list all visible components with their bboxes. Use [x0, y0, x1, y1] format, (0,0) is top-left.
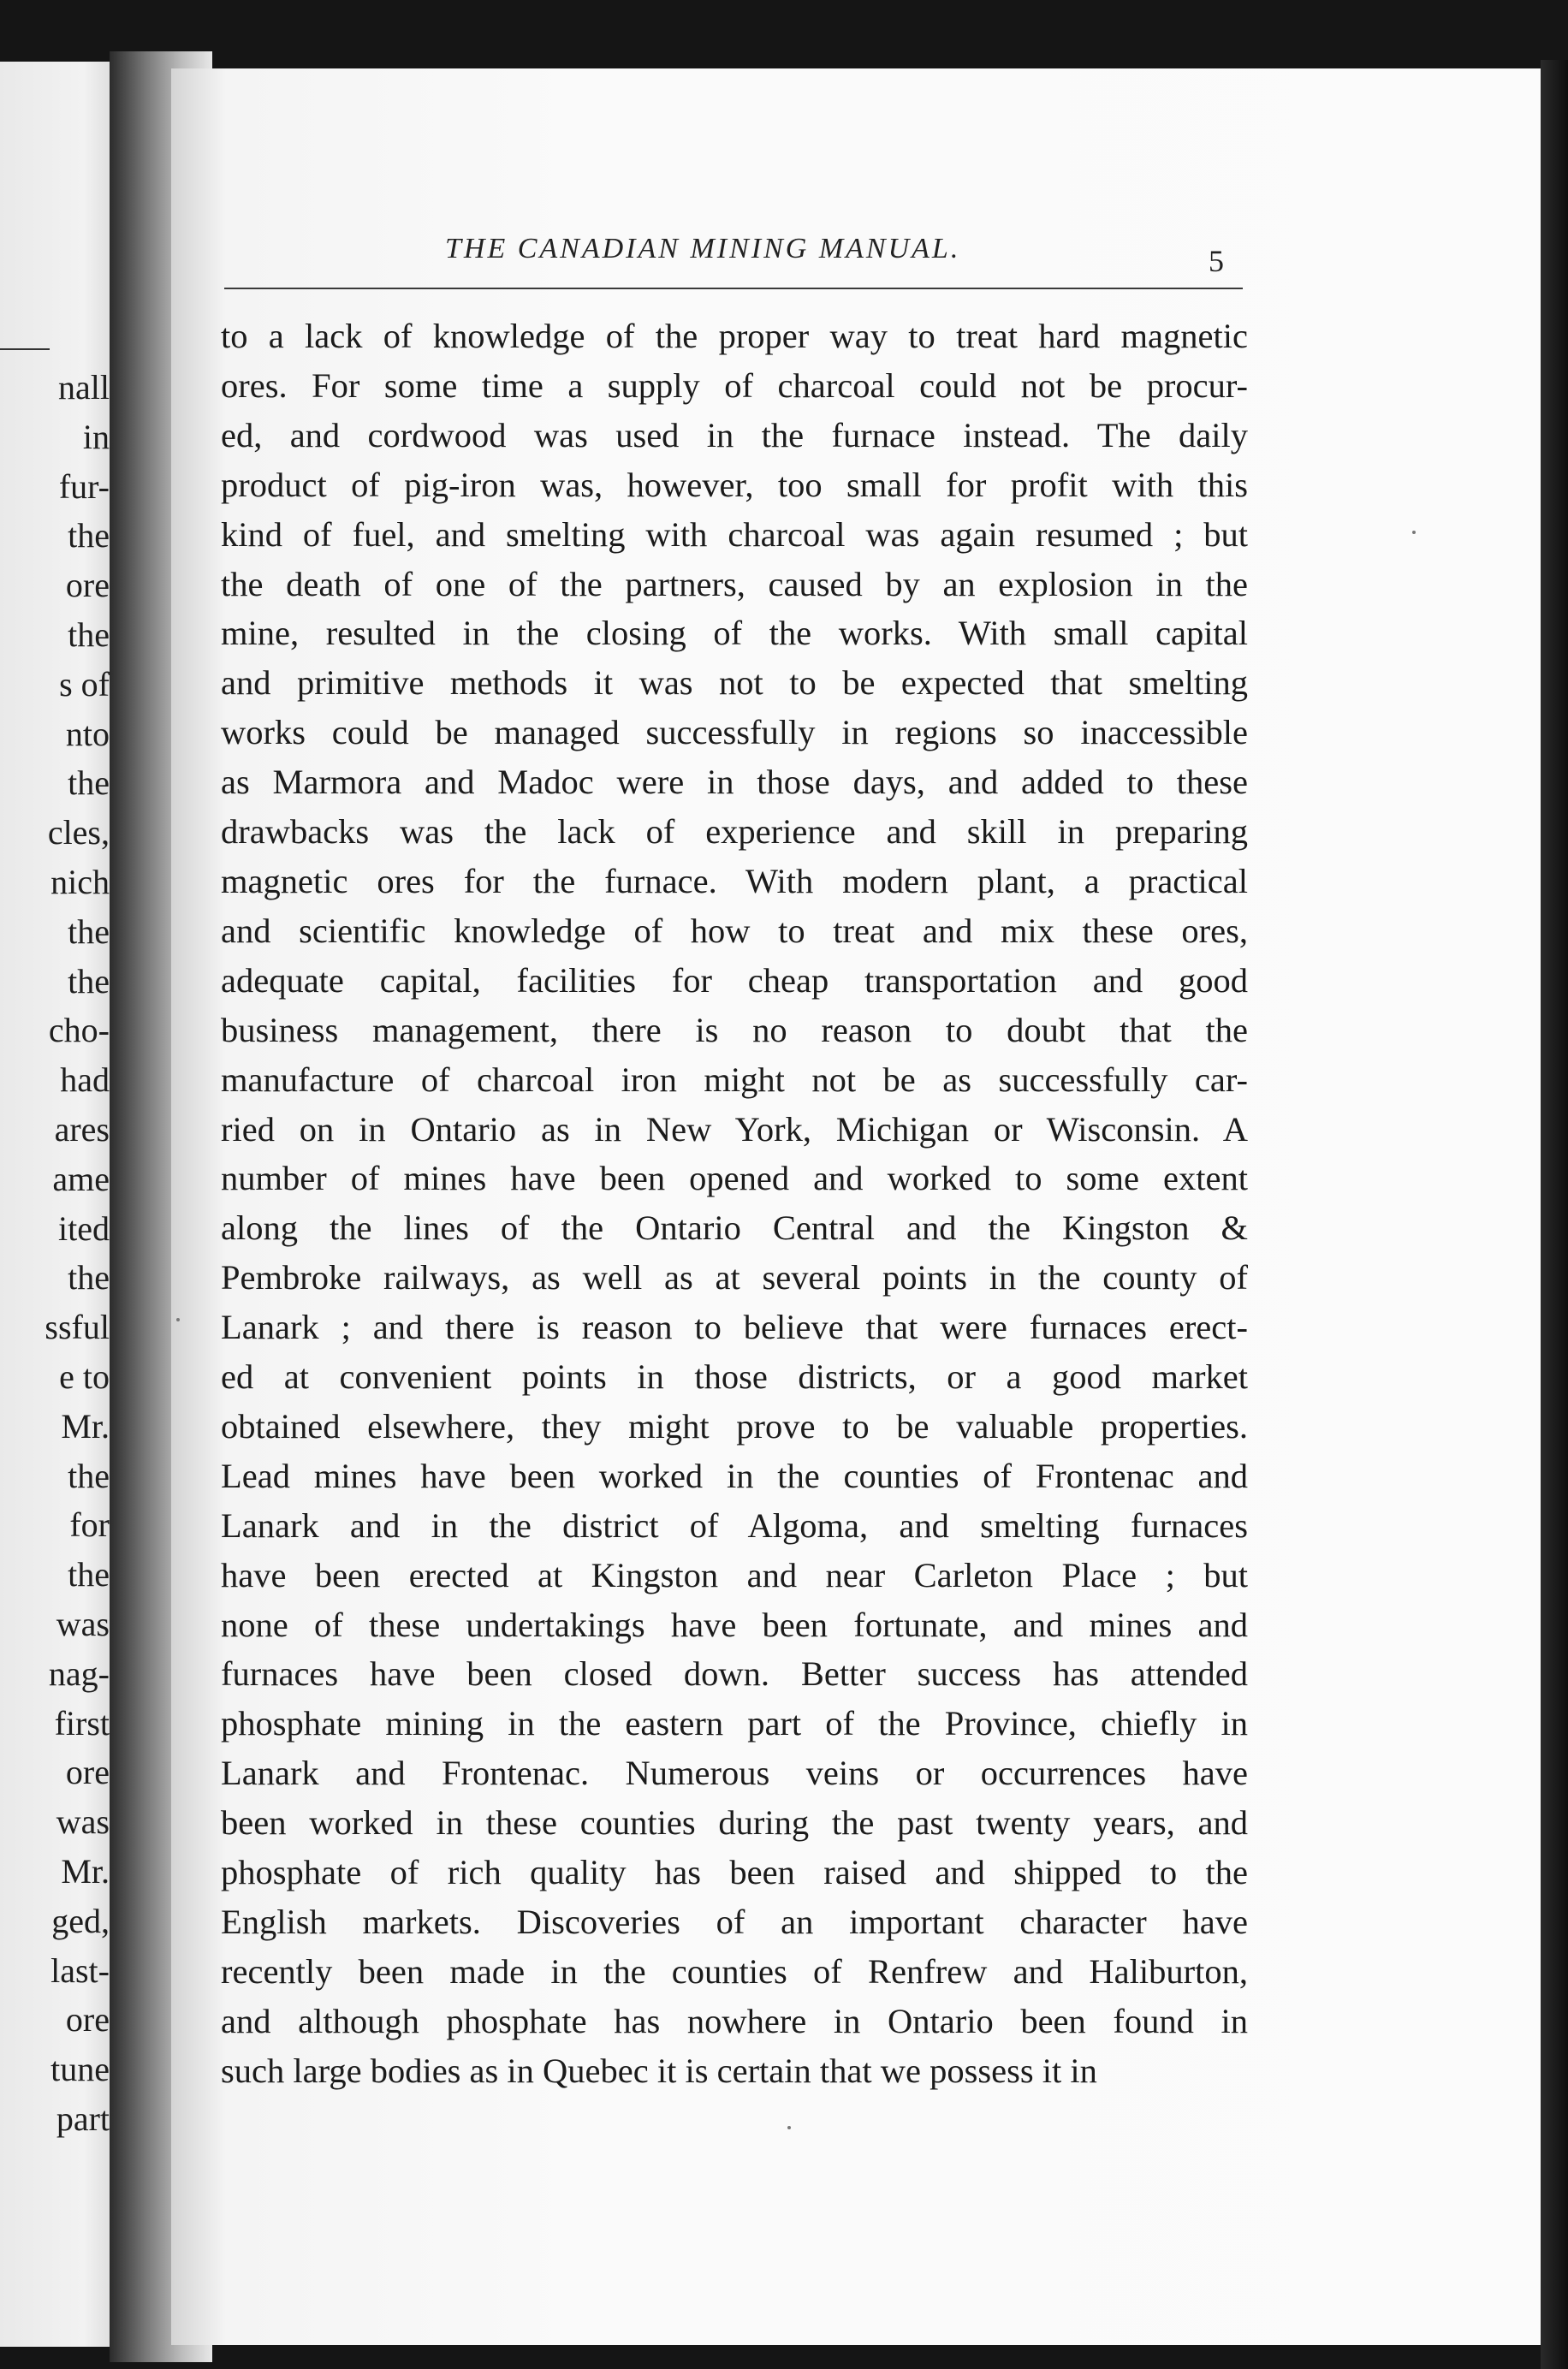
- left-page-line: in: [82, 417, 110, 456]
- text-line: the death of one of the partners, caused by an explosion in the: [221, 564, 1248, 603]
- text-line: kind of fuel, and smelting with charcoal was again resumed ; but: [221, 514, 1248, 554]
- text-line: adequate capital, facilities for cheap transportation and good: [221, 960, 1248, 1000]
- text-line: along the lines of the Ontario Central and the Kingston &: [221, 1208, 1248, 1248]
- left-page-line: the: [68, 615, 110, 654]
- left-page-line: nall: [58, 368, 110, 407]
- text-line: product of pig-iron was, however, too small for profit with this: [221, 465, 1248, 504]
- left-page-line: s of: [59, 664, 110, 704]
- text-line: none of these undertakings have been fortunate, and mines and: [221, 1605, 1248, 1644]
- left-page-line: last-: [50, 1950, 110, 1990]
- text-line: Lead mines have been worked in the counties of Frontenac and: [221, 1456, 1248, 1495]
- text-line: ed at convenient points in those districts, or a good market: [221, 1357, 1248, 1397]
- left-page-line: first: [54, 1703, 110, 1743]
- left-page-line: part: [56, 2099, 110, 2138]
- left-page-line: nto: [65, 714, 110, 753]
- text-line: been worked in these counties during the past twenty years, and: [221, 1803, 1248, 1843]
- left-page-line: the: [68, 961, 110, 1000]
- left-page-line: the: [68, 1258, 110, 1297]
- left-page-line: ged,: [51, 1901, 110, 1940]
- text-line: works could be managed successfully in regions so inaccessible: [221, 713, 1248, 752]
- text-line: phosphate of rich quality has been raised and shipped to the: [221, 1853, 1248, 1892]
- left-facing-page: [0, 62, 120, 2347]
- text-line: ed, and cordwood was used in the furnace instead. The daily: [221, 415, 1248, 454]
- left-page-line: the: [68, 911, 110, 951]
- text-line: have been erected at Kingston and near Carleton Place ; but: [221, 1555, 1248, 1594]
- left-page-line: tune: [50, 2050, 110, 2089]
- left-page-line: cho-: [48, 1011, 110, 1050]
- text-line: mine, resulted in the closing of the works. With small capital: [221, 614, 1248, 653]
- running-head: THE CANADIAN MINING MANUAL.: [445, 233, 961, 264]
- text-line: English markets. Discoveries of an important character have: [221, 1903, 1248, 1941]
- left-page-line: e to: [59, 1357, 110, 1396]
- text-line: and although phosphate has nowhere in Ontario been found in: [221, 2001, 1248, 2040]
- page-number: 5: [1209, 244, 1224, 278]
- text-line: ried on in Ontario as in New York, Michigan or Wisconsin. A: [221, 1109, 1248, 1149]
- text-line: as Marmora and Madoc were in those days, and added to these: [221, 763, 1248, 802]
- left-page-line: ares: [54, 1109, 110, 1149]
- left-page-line: the: [68, 763, 110, 803]
- scan-speck: [1412, 531, 1416, 534]
- left-page-line: the: [68, 516, 110, 555]
- left-page-line: ited: [58, 1208, 110, 1248]
- left-page-line: ssful: [45, 1308, 110, 1347]
- left-page-line: Mr.: [61, 1851, 110, 1891]
- scan-speck: [787, 2126, 791, 2129]
- left-page-rule: [0, 348, 50, 350]
- body-text: [221, 312, 1248, 2096]
- text-line: obtained elsewhere, they might prove to be valuable properties.: [221, 1406, 1248, 1446]
- left-page-line: ame: [52, 1159, 110, 1198]
- text-line: ores. For some time a supply of charcoal could not be procur-: [221, 365, 1248, 405]
- header-rule: [224, 288, 1243, 289]
- text-line: Lanark ; and there is reason to believe that were furnaces erect-: [221, 1308, 1248, 1347]
- text-line: magnetic ores for the furnace. With modern plant, a practical: [221, 861, 1248, 900]
- text-line: and primitive methods it was not to be expected that smelting: [221, 663, 1248, 703]
- left-page-line: ore: [65, 566, 110, 605]
- text-line: recently been made in the counties of Renfrew and Haliburton,: [221, 1951, 1248, 1991]
- text-line: Pembroke railways, as well as at several points in the county of: [221, 1258, 1248, 1297]
- text-line: such large bodies as in Quebec it is certain that we possess it in: [221, 2051, 1097, 2090]
- text-line: to a lack of knowledge of the proper way to treat hard magnetic: [221, 317, 1248, 355]
- left-page-line: ore: [65, 1753, 110, 1792]
- text-line: Lanark and in the district of Algoma, and smelting furnaces: [221, 1505, 1248, 1545]
- left-page-line: ore: [65, 2000, 110, 2039]
- left-page-text: [0, 363, 110, 2144]
- left-page-line: the: [68, 1555, 110, 1594]
- text-line: Lanark and Frontenac. Numerous veins or occurrences have: [221, 1754, 1248, 1793]
- left-page-line: was: [56, 1604, 110, 1643]
- scan-speck: [176, 1318, 180, 1321]
- text-line: phosphate mining in the eastern part of the Province, chiefly in: [221, 1704, 1248, 1743]
- text-line: business management, there is no reason to doubt that the: [221, 1010, 1248, 1049]
- page-edge: [1541, 60, 1568, 2369]
- left-page-line: Mr.: [61, 1406, 110, 1446]
- text-line: drawbacks was the lack of experience and skill in preparing: [221, 812, 1248, 852]
- text-line: manufacture of charcoal iron might not be as successfully car-: [221, 1060, 1248, 1099]
- left-page-line: nag-: [48, 1654, 110, 1693]
- left-page-line: cles,: [47, 813, 110, 852]
- text-line: number of mines have been opened and worked to some extent: [221, 1159, 1248, 1198]
- left-page-line: nich: [50, 862, 110, 901]
- left-page-line: for: [69, 1505, 110, 1545]
- text-line: and scientific knowledge of how to treat and mix these ores,: [221, 911, 1248, 950]
- left-page-line: fur-: [58, 466, 110, 506]
- left-page-line: had: [60, 1060, 110, 1100]
- text-line: furnaces have been closed down. Better success has attended: [221, 1654, 1248, 1694]
- left-page-line: the: [68, 1456, 110, 1495]
- left-page-line: was: [56, 1802, 110, 1842]
